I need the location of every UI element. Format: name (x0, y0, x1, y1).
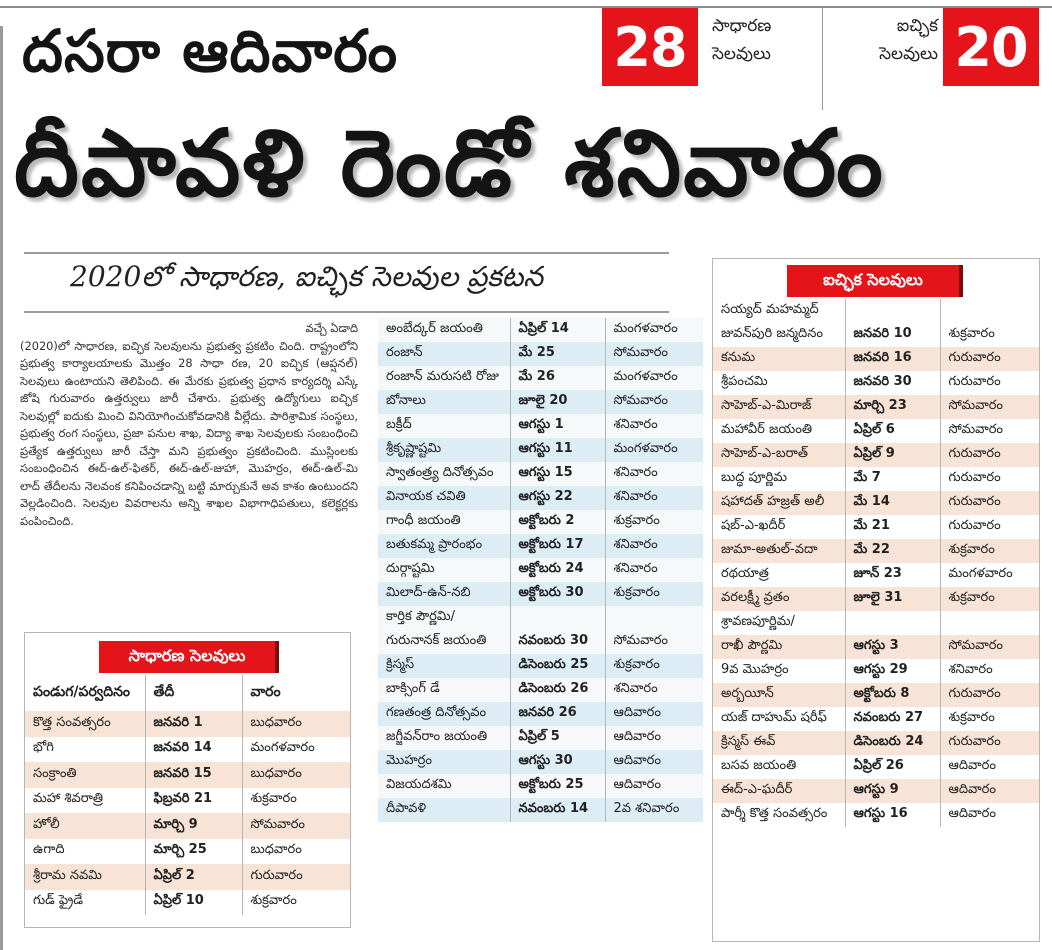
holiday-date: నవంబరు 14 (510, 798, 605, 822)
holiday-name: బాక్సింగ్ డే (378, 678, 510, 702)
holiday-day: శనివారం (605, 558, 703, 582)
table-row (25, 864, 350, 890)
table-row (378, 486, 703, 510)
holiday-day: శుక్రవారం (605, 510, 703, 534)
holiday-day: ఆదివారం (940, 755, 1039, 779)
article-body (20, 320, 358, 530)
table-row (25, 890, 350, 916)
holiday-name: సయ్యద్ మహమ్మద్ (721, 302, 819, 317)
table-row (378, 606, 703, 630)
badge-divider (822, 8, 823, 110)
table-row (713, 491, 1039, 515)
holiday-name: సంక్రాంతి (25, 762, 145, 788)
table-row (378, 558, 703, 582)
general-holidays-continued-panel (378, 318, 703, 942)
table-row (378, 750, 703, 774)
holiday-day: గురువారం (940, 515, 1039, 539)
holiday-date: మార్చి 9 (145, 813, 242, 839)
optional-count-label (860, 12, 938, 68)
table-row (378, 582, 703, 606)
holiday-name: బసవ జయంతి (721, 758, 797, 773)
headline-main: దీపావళి రెండో శనివారం (14, 110, 885, 217)
top-rule (0, 6, 1052, 8)
holiday-day: బుధవారం (242, 839, 350, 865)
holiday-name: షహాదత్ హజ్రత్ అలీ (713, 491, 845, 515)
holiday-date: డిసెంబరు 25 (510, 654, 605, 678)
table-row (713, 683, 1039, 707)
table-row (25, 788, 350, 814)
holiday-day: సోమవారం (940, 635, 1039, 659)
holiday-name: యజ్ దాహుమ్ షరీఫ్ (721, 710, 827, 725)
holiday-day: శుక్రవారం (940, 539, 1039, 563)
holiday-day: మంగళవారం (242, 737, 350, 763)
holiday-name: క్రిస్మస్ (378, 654, 510, 678)
holiday-name: శ్రీకృష్ణాష్టమి (378, 438, 510, 462)
holiday-date: ఏప్రిల్ 9 (845, 443, 940, 467)
table-row (378, 366, 703, 390)
holiday-date: ఆగస్టు 3 (845, 635, 940, 659)
holiday-day (940, 299, 1039, 323)
holiday-date: జనవరి 16 (845, 347, 940, 371)
holiday-name: బోనాలు (378, 390, 510, 414)
holiday-day: శుక్రవారం (242, 890, 350, 916)
holiday-name: కొత్త సంవత్సరం (25, 711, 145, 737)
holiday-name: రంజాన్ (378, 342, 510, 366)
holiday-date: మార్చి 23 (845, 395, 940, 419)
holiday-day (605, 606, 703, 630)
holiday-name: రంజాన్ మరుసటి రోజు (378, 366, 510, 390)
holiday-day: గురువారం (940, 491, 1039, 515)
holiday-name: గుడ్ ఫ్రైడే (33, 893, 83, 909)
holiday-name: వరలక్ష్మీ వ్రతం (713, 587, 845, 611)
holiday-date: నవంబరు 30 (510, 630, 605, 654)
table-row (713, 395, 1039, 419)
holiday-date: జూలై 20 (510, 390, 605, 414)
general-holidays-title: సాధారణ సెలవులు (99, 641, 279, 673)
table-row (713, 803, 1039, 827)
holiday-date: ఆగస్టు 1 (510, 414, 605, 438)
table-row (713, 587, 1039, 611)
holiday-name: ఉగాది (33, 842, 65, 858)
holiday-day: సోమవారం (605, 390, 703, 414)
holiday-day: గురువారం (940, 347, 1039, 371)
holiday-date: ఆగస్టు 22 (510, 486, 605, 510)
holiday-day: మంగళవారం (940, 563, 1039, 587)
holiday-date: జనవరి 30 (845, 371, 940, 395)
holiday-date: మే 25 (510, 342, 605, 366)
holiday-day: ఆదివారం (605, 726, 703, 750)
holiday-date: ఆగస్టు 29 (845, 659, 940, 683)
general-count-label (712, 12, 771, 68)
holiday-day: బుధవారం (242, 711, 350, 737)
holiday-name: గణతంత్ర దినోత్సవం (378, 702, 510, 726)
table-row (713, 347, 1039, 371)
holiday-date: ఏప్రిల్ 14 (510, 318, 605, 342)
holiday-date: జనవరి 1 (145, 711, 242, 737)
holiday-date: అక్టోబరు 25 (510, 774, 605, 798)
holiday-name: సాహెబ్-ఎ-బరాత్ (713, 443, 845, 467)
holiday-name: విజయదశమి (378, 774, 510, 798)
holiday-date: డిసెంబరు 24 (845, 731, 940, 755)
holiday-day: శుక్రవారం (605, 654, 703, 678)
holiday-date: మే 14 (845, 491, 940, 515)
table-row (713, 299, 1039, 323)
holiday-name: జగ్జీవన్‌రాం జయంతి (378, 726, 510, 750)
holiday-day: గురువారం (940, 467, 1039, 491)
optional-holidays-panel (712, 258, 1040, 942)
general-count-badge: 28 (602, 8, 698, 86)
holiday-day: బుధవారం (242, 762, 350, 788)
table-row (378, 318, 703, 342)
holiday-name: శ్రావణపూర్ణిమ/ (721, 614, 795, 629)
subtitle-rule-top (24, 252, 669, 254)
table-row (713, 515, 1039, 539)
holiday-name: సాహెబ్-ఎ-మిరాజ్ (713, 395, 845, 419)
holiday-day: శుక్రవారం (940, 587, 1039, 611)
headline-top: దసరా ఆదివారం (22, 17, 399, 85)
holiday-name: జుమా-అతుల్-వదా (713, 539, 845, 563)
holiday-day: శనివారం (605, 678, 703, 702)
holiday-day: ఆదివారం (605, 750, 703, 774)
general-holidays-panel (24, 632, 351, 928)
table-row (713, 635, 1039, 659)
table-row (378, 438, 703, 462)
column-header-date: తేదీ (145, 675, 242, 711)
table-row (713, 371, 1039, 395)
holiday-name: పార్శీ కొత్త సంవత్సరం (721, 806, 828, 821)
holiday-date (845, 611, 940, 635)
holiday-name: అర్బయీన్ (713, 683, 845, 707)
holiday-day: గురువారం (940, 443, 1039, 467)
holiday-day: సోమవారం (940, 419, 1039, 443)
table-row (25, 762, 350, 788)
holiday-date: ఆగస్టు 11 (510, 438, 605, 462)
holiday-date: జనవరి 10 (845, 323, 940, 347)
table-row (378, 702, 703, 726)
holiday-name: బతుకమ్మ ప్రారంభం (378, 534, 510, 558)
holiday-day: మంగళవారం (605, 438, 703, 462)
table-row (713, 611, 1039, 635)
holiday-name: క్రిస్మస్ ఈవ్ (713, 731, 845, 755)
holiday-date (845, 299, 940, 323)
table-row (713, 539, 1039, 563)
table-row (378, 726, 703, 750)
table-row (378, 798, 703, 822)
holiday-date: డిసెంబరు 26 (510, 678, 605, 702)
holiday-day: శనివారం (605, 414, 703, 438)
table-row (378, 342, 703, 366)
holiday-date: అక్టోబరు 2 (510, 510, 605, 534)
holiday-date: జనవరి 15 (145, 762, 242, 788)
holiday-date: అక్టోబరు 24 (510, 558, 605, 582)
holiday-date: జూన్ 23 (845, 563, 940, 587)
optional-count-badge: 20 (943, 8, 1039, 86)
holiday-name: మహా శివరాత్రి (33, 791, 104, 807)
holiday-day: మంగళవారం (605, 318, 703, 342)
optional-label-line1: ఐచ్ఛిక (896, 16, 938, 36)
table-row (713, 419, 1039, 443)
left-rule (0, 26, 3, 950)
holiday-day: సోమవారం (605, 342, 703, 366)
table-row (713, 755, 1039, 779)
holiday-day: సోమవారం (940, 395, 1039, 419)
column-header-day: వారం (242, 675, 350, 711)
holiday-date: ఆగస్టు 16 (845, 803, 940, 827)
holiday-date: జనవరి 26 (510, 702, 605, 726)
table-row (713, 731, 1039, 755)
holiday-date: అక్టోబరు 30 (510, 582, 605, 606)
holiday-name: గాంధీ జయంతి (378, 510, 510, 534)
table-row (378, 414, 703, 438)
holiday-day: శనివారం (605, 534, 703, 558)
general-holidays-continued-table (378, 318, 703, 822)
holiday-day: శనివారం (605, 462, 703, 486)
holiday-day: ఆదివారం (940, 779, 1039, 803)
holiday-date: నవంబరు 27 (845, 707, 940, 731)
holiday-date: అక్టోబరు 17 (510, 534, 605, 558)
holiday-day: ఆదివారం (605, 702, 703, 726)
holiday-name: షబ్-ఎ-ఖదీర్ (721, 518, 786, 533)
subtitle-rule-bottom (24, 311, 669, 313)
holiday-day (940, 611, 1039, 635)
table-row (378, 534, 703, 558)
optional-holidays-table (713, 299, 1039, 827)
holiday-name: హోలీ (25, 813, 145, 839)
optional-label-line2: సెలవులు (879, 44, 938, 64)
holiday-date: మే 21 (845, 515, 940, 539)
table-row (378, 678, 703, 702)
general-holidays-table (25, 675, 350, 915)
holiday-date: ఏప్రిల్ 2 (145, 864, 242, 890)
holiday-name: దీపావళి (378, 798, 510, 822)
holiday-name: శ్రీరామ నవమి (25, 864, 145, 890)
holiday-day: సోమవారం (242, 813, 350, 839)
holiday-name: బక్రీద్ (378, 414, 510, 438)
holiday-date: అక్టోబరు 8 (845, 683, 940, 707)
holiday-day: గురువారం (940, 371, 1039, 395)
table-row (25, 839, 350, 865)
holiday-day: శనివారం (940, 659, 1039, 683)
table-row (713, 779, 1039, 803)
holiday-name: అంబేద్కర్ జయంతి (378, 318, 510, 342)
holiday-day: 2వ శనివారం (605, 798, 703, 822)
holiday-day: ఆదివారం (605, 774, 703, 798)
holiday-day: శనివారం (605, 486, 703, 510)
holiday-name: రథయాత్ర (721, 566, 769, 581)
holiday-date: ఫిబ్రవరి 21 (145, 788, 242, 814)
subtitle: 2020లో సాధారణ, ఐచ్ఛిక సెలవుల ప్రకటన (70, 260, 544, 293)
table-row (378, 390, 703, 414)
holiday-day: ఆదివారం (940, 803, 1039, 827)
holiday-date: ఏప్రిల్ 6 (845, 419, 940, 443)
holiday-day: సోమవారం (605, 630, 703, 654)
table-row (25, 711, 350, 737)
holiday-date: మార్చి 25 (145, 839, 242, 865)
holiday-name: 9వ మొహర్రం (721, 662, 789, 677)
holiday-date: మే 26 (510, 366, 605, 390)
holiday-date: మే 7 (845, 467, 940, 491)
article-first-line: వచ్చే ఏడాది (305, 321, 358, 335)
holiday-name: గురునానక్ జయంతి (378, 630, 510, 654)
holiday-date: జూలై 31 (845, 587, 940, 611)
holiday-name: కార్తిక పౌర్ణమి/ (378, 606, 510, 630)
holiday-day: శుక్రవారం (605, 582, 703, 606)
holiday-day: గురువారం (242, 864, 350, 890)
holiday-date: ఏప్రిల్ 5 (510, 726, 605, 750)
table-row (713, 467, 1039, 491)
optional-holidays-title: ఐచ్ఛిక సెలవులు (787, 265, 963, 297)
table-header-row (25, 675, 350, 711)
holiday-day: శుక్రవారం (242, 788, 350, 814)
table-row (25, 737, 350, 763)
holiday-name: వినాయక చవితి (378, 486, 510, 510)
table-row (378, 654, 703, 678)
holiday-name: మొహర్రం (378, 750, 510, 774)
holiday-day: శుక్రవారం (940, 707, 1039, 731)
holiday-date: జనవరి 14 (145, 737, 242, 763)
holiday-name: రాఖీ పౌర్ణమి (713, 635, 845, 659)
holiday-date: ఆగస్టు 15 (510, 462, 605, 486)
general-label-line2: సెలవులు (712, 44, 771, 64)
table-row (378, 774, 703, 798)
holiday-name: దుర్గాష్టమి (378, 558, 510, 582)
table-row (378, 462, 703, 486)
holiday-date (510, 606, 605, 630)
table-row (713, 707, 1039, 731)
holiday-name: మిలాద్-ఉన్-నబి (378, 582, 510, 606)
table-row (378, 630, 703, 654)
table-row (378, 510, 703, 534)
table-row (713, 563, 1039, 587)
holiday-name: స్వాతంత్ర్య దినోత్సవం (378, 462, 510, 486)
holiday-date: ఏప్రిల్ 10 (145, 890, 242, 916)
holiday-day: మంగళవారం (605, 366, 703, 390)
table-row (713, 443, 1039, 467)
table-row (713, 659, 1039, 683)
holiday-date: ఆగస్టు 30 (510, 750, 605, 774)
holiday-name: జువన్‌పురి జన్మదినం (721, 326, 823, 341)
holiday-date: ఆగస్టు 9 (845, 779, 940, 803)
holiday-day: గురువారం (940, 683, 1039, 707)
holiday-day: గురువారం (940, 731, 1039, 755)
holiday-name: కనుమ (713, 347, 845, 371)
holiday-name: భోగి (33, 740, 54, 756)
holiday-name: మహావీర్ జయంతి (721, 422, 812, 437)
column-header-festival: పండుగ/పర్వదినం (33, 683, 131, 700)
table-row (25, 813, 350, 839)
holiday-name: బుద్ధ పూర్ణిమ (721, 470, 788, 485)
holiday-date: ఏప్రిల్ 26 (845, 755, 940, 779)
holiday-day: శుక్రవారం (940, 323, 1039, 347)
holiday-name: శ్రీపంచమి (721, 374, 768, 389)
general-label-line1: సాధారణ (712, 16, 772, 36)
article-text: (2020)లో సాధారణ, ఐచ్ఛిక సెలవులను ప్రభుత్వ ప్రకటిం చింది. రాష్ట్రంలోని ప్రభుత్వ కార్యాలయాలకు మొత్తం 28 సాధా రణ, 20 ఐచ్ఛిక (ఆప్షనల్) సెలవులు ఉంటాయని తెలిపింది. ఈ మేరకు ప్రభుత్వ ప్రధాన కార్యదర్శి ఎస్కే జోషి గురువారం ఉత్తర్వులు జారీ చేశారు. ప్రభుత్వ ఉద్యోగులు ఐచ్ఛిక సెలవుల్లో ఐదుకు మించి వినియోగించుకోవడానికి వీల్లేదు. పారిశ్రామిక సంస్థలు, ప్రభుత్వ రంగ సంస్థలు, ప్రజా పనుల శాఖ, విద్యా శాఖ సెలవులకు సంబంధించి ప్రత్యేక ఉత్తర్వులు జారీ చేస్తా మని ప్రభుత్వం ప్రకటించింది. ముస్లింలకు సంబంధించిన ఈద్-ఉల్-ఫితర్, ఈద్-ఉల్-జుహా, మొహర్రం, ఈద్-ఉల్-మి లాద్ తేదీలను నెలవంక కనిపించడాన్ని బట్టి మార్చుకునే అవ కాశం ఉంటుందని వెల్లడించింది. సెలవుల వివరాలను అన్ని శాఖల విభాగాధిపతులు, కలెక్టర్లకు పంపించింది. (20, 338, 358, 528)
table-row (713, 323, 1039, 347)
holiday-name: ఈద్-ఎ-ఘదీర్ (713, 779, 845, 803)
holiday-date: మే 22 (845, 539, 940, 563)
